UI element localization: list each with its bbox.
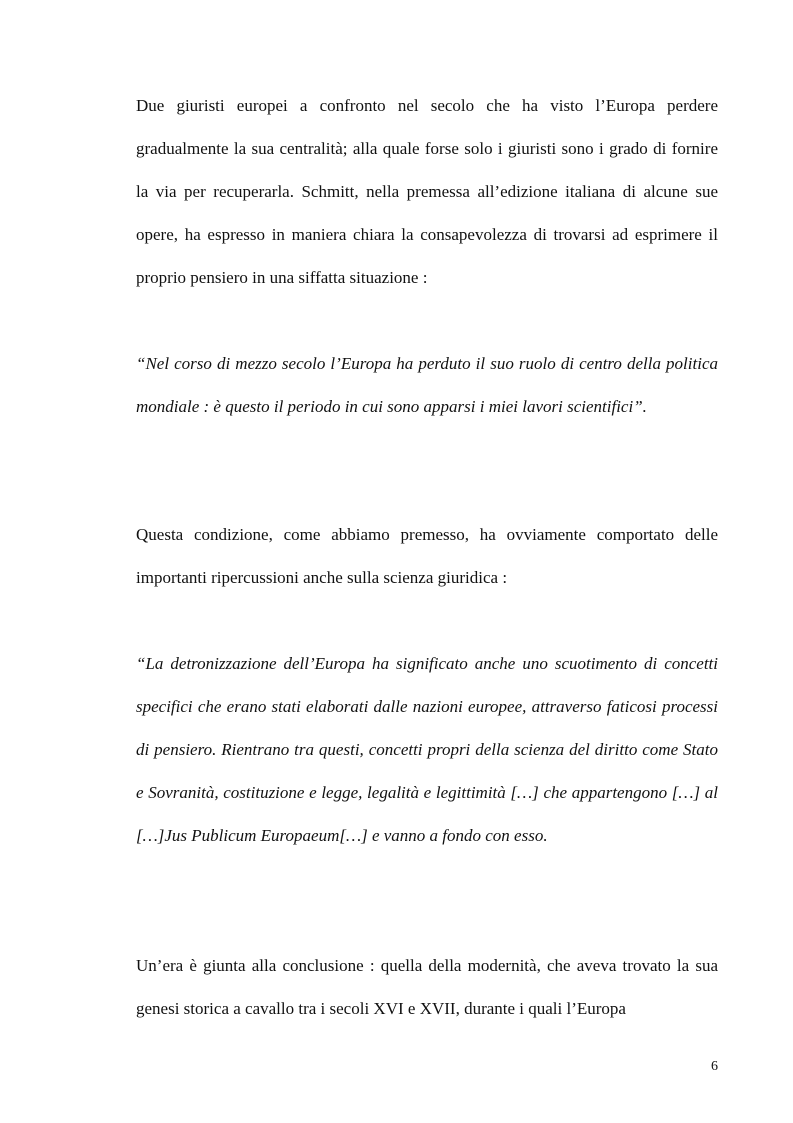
block-quote: “Nel corso di mezzo secolo l’Europa ha perduto il suo ruolo di centro della politica mondiale : è questo il periodo in cui sono apparsi i miei lavori scientifici”. (136, 354, 718, 416)
page-number: 6 (711, 1059, 718, 1074)
block-quote: “La detronizzazione dell’Europa ha significato anche uno scuotimento di concetti specifici che erano stati elaborati dalle nazioni europee, attraverso faticosi processi di pensiero. Rientrano tra questi, concetti propri della scienza del diritto come Stato e Sovranità, costituzione e legge, legalità e legittimità […] che appartengono […] al […]Jus Publicum Europaeum[…] e vanno a fondo con esso. (136, 654, 718, 845)
body-paragraph: Due giuristi europei a confronto nel secolo che ha visto l’Europa perdere gradualmente la sua centralità; alla quale forse solo i giuristi sono i grado di fornire la via per recuperarla. Schmitt, nella premessa all’edizione italiana di alcune sue opere, ha espresso in maniera chiara la consapevolezza di trovarsi ad esprimere il proprio pensiero in una siffatta situazione : (136, 96, 718, 287)
body-paragraph: Questa condizione, come abbiamo premesso, ha ovviamente comportato delle importanti ripercussioni anche sulla scienza giuridica : (136, 525, 718, 587)
body-paragraph: Un’era è giunta alla conclusione : quella della modernità, che aveva trovato la sua genesi storica a cavallo tra i secoli XVI e XVII, durante i quali l’Europa (136, 956, 718, 1018)
